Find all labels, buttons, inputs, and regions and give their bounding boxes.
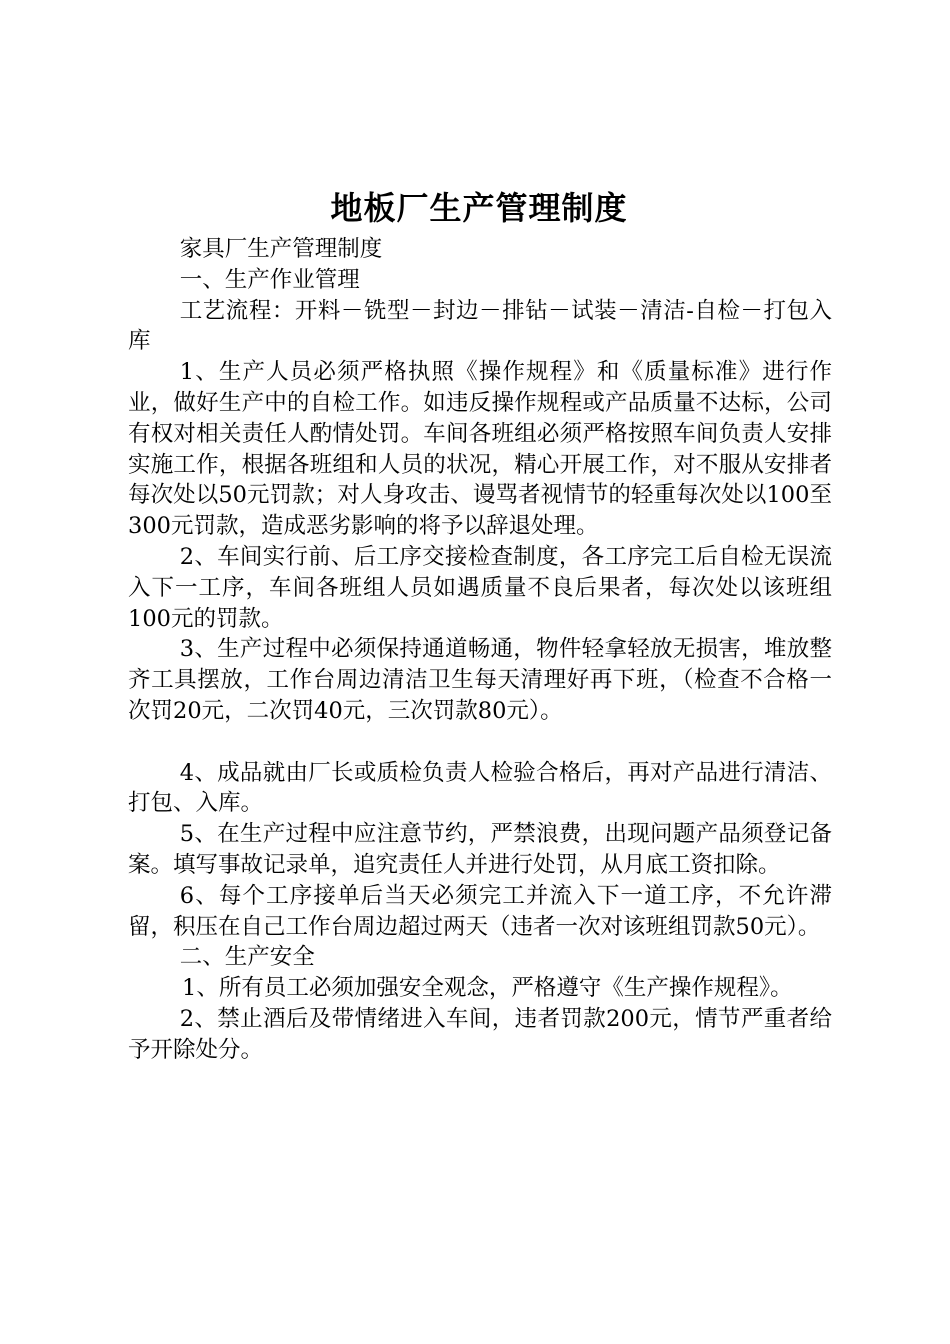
- section-heading-production-safety: 二、生产安全: [179, 944, 315, 971]
- paragraph-subtitle: 家具厂生产管理制度: [179, 236, 383, 262]
- paragraph-rule-3: 3、生产过程中必须保持通道畅通，物件轻拿轻放无损害，堆放整齐工具摆放，工作台周边清洁卫生每天清理好再下班，（检查不合格一次罚20元，二次罚40元，三次罚款80元）。: [128, 636, 832, 724]
- paragraph-rule-5: 5、在生产过程中应注意节约，严禁浪费，出现问题产品须登记备案。填写事故记录单，追究责任人并进行处罚，从月底工资扣除。: [128, 821, 832, 878]
- paragraph-rule-1: 1、生产人员必须严格执照《操作规程》和《质量标准》进行作业，做好生产中的自检工作。如违反操作规程或产品质量不达标，公司有权对相关责任人酌情处罚。车间各班组必须严格按照车间负责人安排实施工作，根据各班组和人员的状况，精心开展工作，对不服从安排者每次处以50元罚款；对人身攻击、谩骂者视情节的轻重每次处以100至300元罚款，造成恶劣影响的将予以辞退处理。: [128, 359, 832, 540]
- document-body: [128, 234, 832, 1066]
- paragraph-safety-1: 1、所有员工必须加强安全观念，严格遵守《生产操作规程》。: [182, 975, 793, 1002]
- paragraph-process-flow: 工艺流程：开料－铣型－封边－排钻－试装－清洁-自检－打包入库: [128, 297, 832, 355]
- paragraph-safety-2: 2、禁止酒后及带情绪进入车间，违者罚款200元，情节严重者给予开除处分。: [128, 1005, 832, 1063]
- paragraph-rule-6: 6、每个工序接单后当天必须完工并流入下一道工序，不允许滞留，积压在自己工作台周边超过两天（违者一次对该班组罚款50元）。: [128, 882, 832, 940]
- document-title: 地板厂生产管理制度: [330, 189, 628, 227]
- paragraph-rule-4: 4、成品就由厂长或质检负责人检验合格后，再对产品进行清洁、打包、入库。: [128, 759, 832, 817]
- blank-line: [128, 727, 832, 758]
- paragraph-rule-2: 2、车间实行前、后工序交接检查制度，各工序完工后自检无误流入下一工序，车间各班组人员如遇质量不良后果者，每次处以该班组100元的罚款。: [128, 543, 832, 632]
- section-heading-production-management: 一、生产作业管理: [179, 266, 360, 293]
